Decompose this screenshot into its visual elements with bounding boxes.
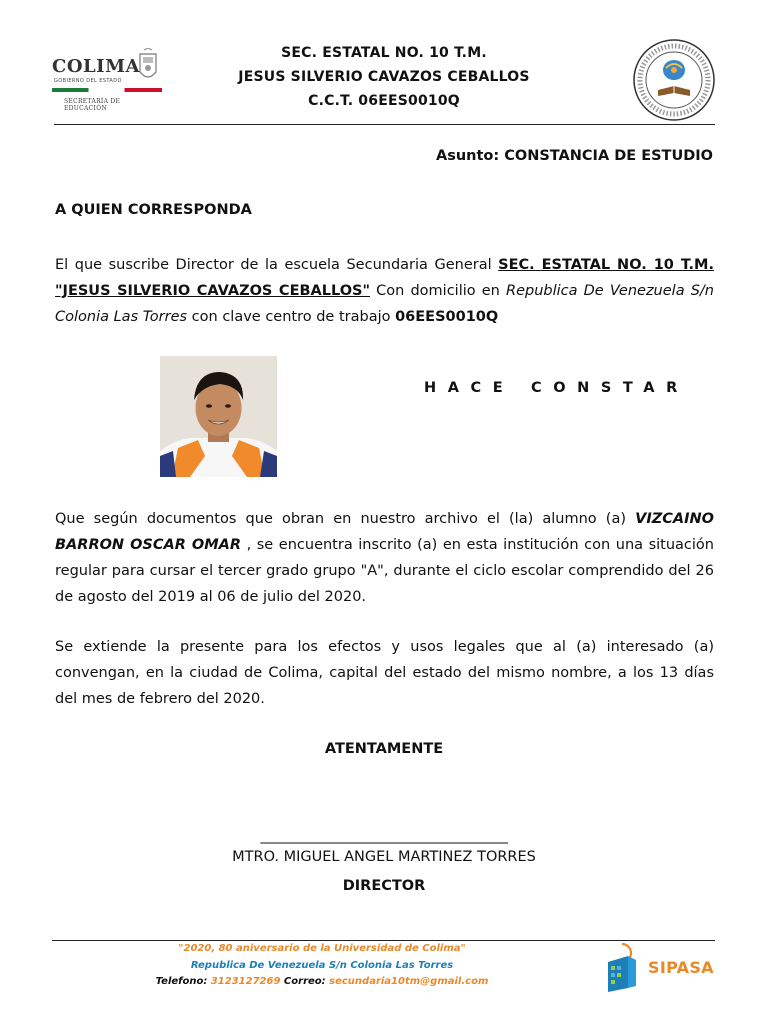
subject-label: Asunto: bbox=[435, 148, 500, 164]
header-divider bbox=[54, 124, 715, 125]
school-cct-line: C.C.T. 06EES0010Q bbox=[308, 93, 460, 109]
subject-value: CONSTANCIA DE ESTUDIO bbox=[504, 148, 713, 164]
footer-motto: "2020, 80 aniversario de la Universidad de Colima" bbox=[178, 943, 466, 954]
school-seal-icon bbox=[632, 38, 716, 122]
intro-text-2: Con domicilio en bbox=[370, 283, 506, 299]
hace-constar-heading: HACE CONSTAR bbox=[424, 380, 689, 396]
intro-school-name: SEC. ESTATAL NO. 10 T.M. "JESUS SILVERIO CAVAZOS CEBALLOS" bbox=[55, 257, 714, 299]
salutation: A QUIEN CORRESPONDA bbox=[55, 202, 252, 218]
logo-ministry: SECRETARÍA DE EDUCACIÓN bbox=[64, 98, 121, 112]
body-text-2: , se encuentra inscrito (a) en esta institución con una situación regular para cursar el tercer grado grupo "A", durante el ciclo escolar comprendido del 26 de agosto del 2019 al 06 de julio del 2020. bbox=[55, 537, 714, 605]
footer-address: Republica De Venezuela S/n Colonia Las Torres bbox=[190, 960, 454, 971]
footer-phone-label: Telefono: bbox=[155, 976, 208, 987]
student-name: VIZCAINO BARRON OSCAR OMAR bbox=[55, 511, 714, 553]
intro-paragraph bbox=[55, 252, 714, 330]
signature-line: ______________________________________ bbox=[260, 828, 508, 844]
footer-contact bbox=[52, 976, 592, 987]
director-name: MTRO. MIGUEL ANGEL MARTINEZ TORRES bbox=[232, 849, 536, 865]
regards-text: ATENTAMENTE bbox=[324, 741, 444, 757]
intro-address: Republica De Venezuela S/n Colonia Las Torres bbox=[55, 283, 714, 325]
body-text-1: Que según documentos que obran en nuestro archivo el (la) alumno (a) bbox=[55, 511, 636, 527]
student-photo bbox=[160, 356, 277, 477]
footer-email: secundaria10tm@gmail.com bbox=[329, 976, 489, 987]
flag-stripe bbox=[52, 88, 162, 92]
closing-paragraph: Se extiende la presente para los efectos y usos legales que al (a) interesado (a) convengan, en la ciudad de Colima, capital del estado del mismo nombre, a los 13 días del mes de febrero del 2020. bbox=[55, 639, 714, 707]
sipasa-logo bbox=[606, 940, 718, 994]
certification-paragraph bbox=[55, 506, 714, 610]
intro-text-1: El que suscribe Director de la escuela Secundaria General bbox=[55, 257, 499, 273]
director-title: DIRECTOR bbox=[342, 878, 426, 894]
footer-email-label: Correo: bbox=[283, 976, 326, 987]
logo-government: GOBIERNO DEL ESTADO bbox=[54, 78, 122, 84]
school-name-line2: JESUS SILVERIO CAVAZOS CEBALLOS bbox=[238, 69, 530, 85]
subject-line bbox=[436, 148, 713, 164]
sipasa-logo-icon bbox=[606, 940, 646, 994]
school-name-line1: SEC. ESTATAL NO. 10 T.M. bbox=[281, 45, 487, 61]
logo-state-name: COLIMA bbox=[52, 56, 140, 77]
sipasa-logo-text: SIPASA bbox=[648, 958, 714, 977]
intro-cct: 06EES0010Q bbox=[395, 309, 499, 325]
intro-text-3: con clave centro de trabajo bbox=[187, 309, 396, 325]
footer-phone: 3123127269 bbox=[210, 976, 281, 987]
